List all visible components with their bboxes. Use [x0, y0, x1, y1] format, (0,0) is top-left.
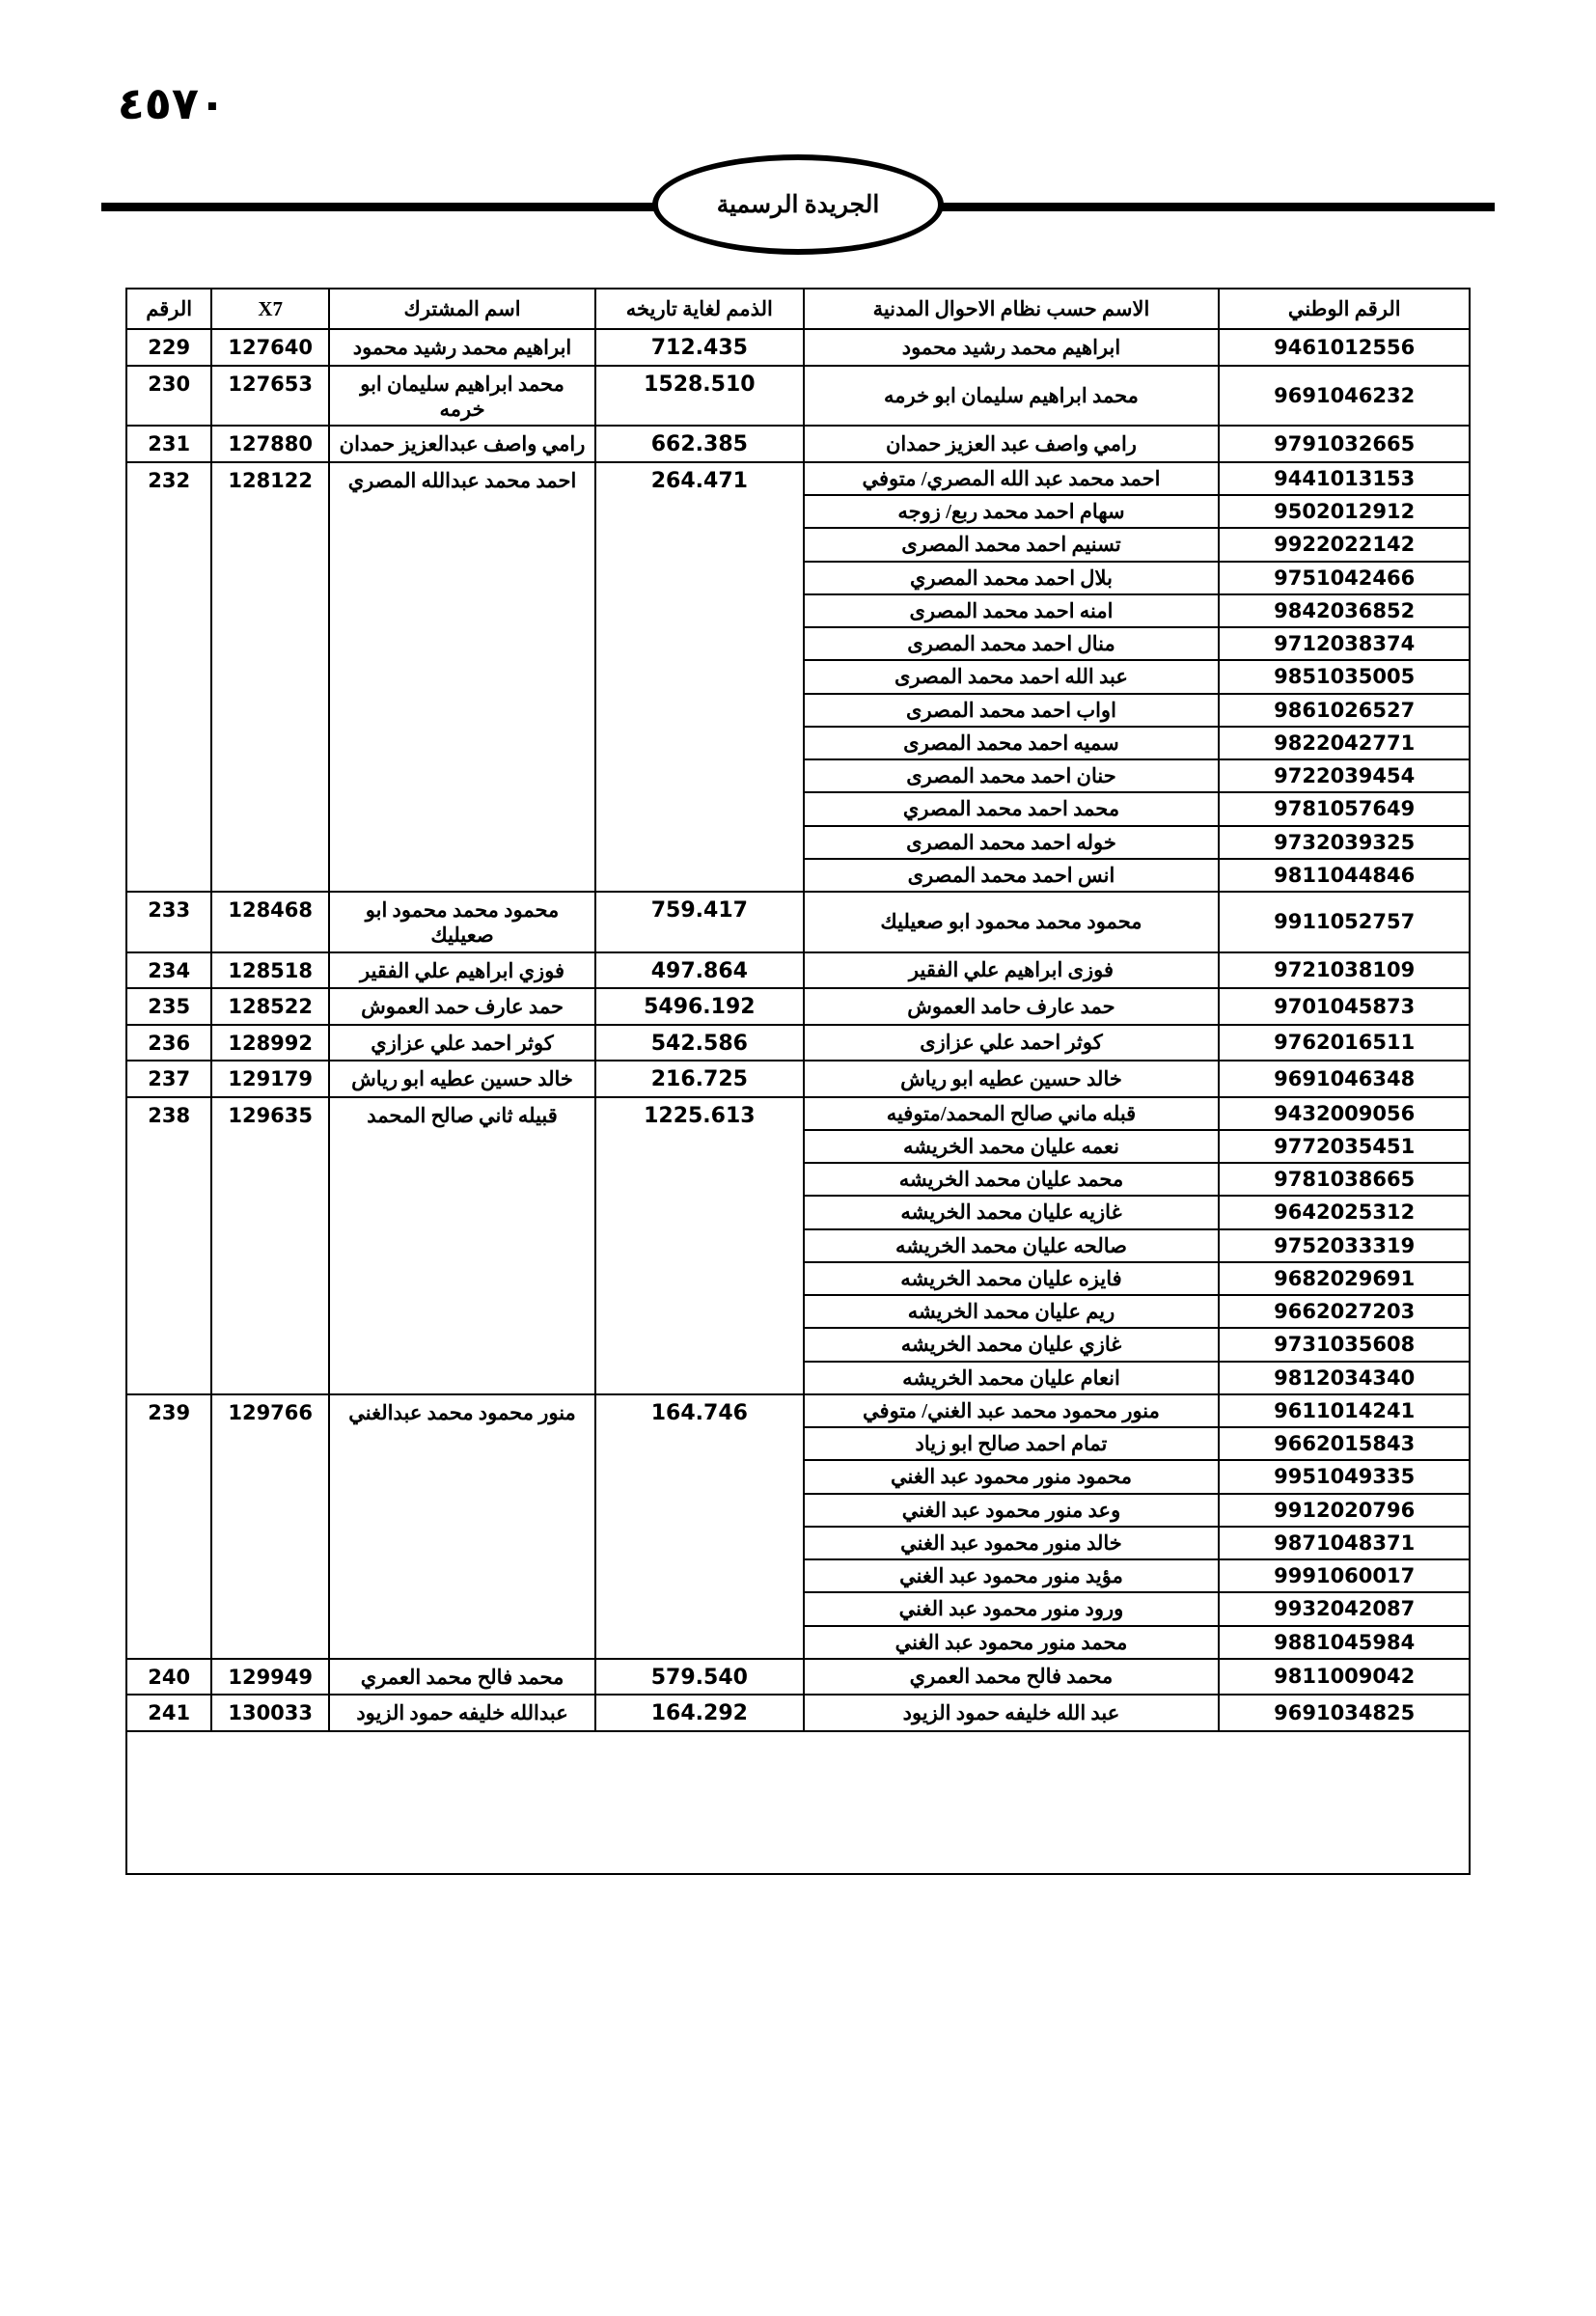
- cell-national-id: 9691046232: [1219, 366, 1470, 427]
- cell-national-id: 9642025312: [1219, 1196, 1470, 1228]
- cell-amount: 164.292: [595, 1695, 803, 1731]
- table-row: [126, 1394, 1470, 1427]
- table-header-row: [126, 289, 1470, 329]
- cell-name-civil: سهام احمد محمد ربع/ زوجه: [804, 495, 1220, 528]
- cell-name-civil: قبله ماني صالح المحمد/متوفيه: [804, 1097, 1220, 1130]
- masthead-title: الجريدة الرسمية: [716, 192, 880, 218]
- cell-national-id: 9912020796: [1219, 1494, 1470, 1527]
- cell-name-civil: فوزى ابراهيم علي الفقير: [804, 952, 1220, 989]
- table-row: [126, 426, 1470, 462]
- table-head: [126, 289, 1470, 329]
- cell-national-id: 9662015843: [1219, 1427, 1470, 1460]
- cell-name-civil: عبد الله احمد محمد المصرى: [804, 660, 1220, 693]
- table-row: [126, 1659, 1470, 1696]
- col-national-id: الرقم الوطني: [1219, 289, 1470, 329]
- cell-no: 233: [126, 892, 211, 952]
- cell-amount: 542.586: [595, 1025, 803, 1062]
- cell-name-civil: محمد منور محمود عبد الغني: [804, 1626, 1220, 1659]
- col-amount: الذمم لغاية تاريخه: [595, 289, 803, 329]
- cell-name-civil: منال احمد محمد المصرى: [804, 627, 1220, 660]
- cell-name-civil: رامي واصف عبد العزيز حمدان: [804, 426, 1220, 462]
- cell-name-civil: وعد منور محمود عبد الغني: [804, 1494, 1220, 1527]
- cell-x7: 129766: [211, 1394, 329, 1659]
- cell-amount: 164.746: [595, 1394, 803, 1659]
- cell-name-civil: محمد احمد محمد المصري: [804, 792, 1220, 825]
- col-name-civil: الاسم حسب نظام الاحوال المدنية: [804, 289, 1220, 329]
- cell-national-id: 9751042466: [1219, 562, 1470, 594]
- cell-name-civil: منور محمود محمد عبد الغني/ متوفي: [804, 1394, 1220, 1427]
- table-tail-row: [126, 1731, 1470, 1874]
- cell-name-civil: سميه احمد محمد المصرى: [804, 727, 1220, 759]
- cell-no: 236: [126, 1025, 211, 1062]
- cell-x7: 128518: [211, 952, 329, 989]
- cell-name-civil: خالد منور محمود عبد الغني: [804, 1527, 1220, 1559]
- cell-name-civil: انعام عليان محمد الخريشه: [804, 1362, 1220, 1394]
- cell-subscriber: كوثر احمد علي عزازي: [329, 1025, 595, 1062]
- cell-national-id: 9911052757: [1219, 892, 1470, 952]
- cell-national-id: 9781038665: [1219, 1163, 1470, 1196]
- cell-national-id: 9772035451: [1219, 1130, 1470, 1163]
- cell-national-id: 9441013153: [1219, 462, 1470, 495]
- debtors-table: [125, 288, 1471, 1875]
- cell-amount: 1225.613: [595, 1097, 803, 1394]
- cell-national-id: 9732039325: [1219, 826, 1470, 859]
- cell-x7: 128992: [211, 1025, 329, 1062]
- table-tail-cell: [126, 1731, 1470, 1874]
- cell-no: 241: [126, 1695, 211, 1731]
- cell-name-civil: كوثر احمد علي عزازى: [804, 1025, 1220, 1062]
- cell-name-civil: خالد حسين عطيه ابو رياش: [804, 1061, 1220, 1097]
- cell-amount: 579.540: [595, 1659, 803, 1696]
- cell-name-civil: محمد ابراهيم سليمان ابو خرمه: [804, 366, 1220, 427]
- debtors-table-wrapper: [125, 288, 1471, 1875]
- cell-name-civil: تمام احمد صالح ابو زياد: [804, 1427, 1220, 1460]
- cell-name-civil: محمد فالح محمد العمري: [804, 1659, 1220, 1696]
- cell-name-civil: اواب احمد محمد المصرى: [804, 694, 1220, 727]
- cell-national-id: 9682029691: [1219, 1262, 1470, 1295]
- cell-national-id: 9611014241: [1219, 1394, 1470, 1427]
- cell-no: 230: [126, 366, 211, 427]
- cell-amount: 216.725: [595, 1061, 803, 1097]
- cell-no: 235: [126, 988, 211, 1025]
- masthead-oval: [652, 154, 944, 255]
- cell-amount: 662.385: [595, 426, 803, 462]
- cell-amount: 712.435: [595, 329, 803, 366]
- table-body: [126, 329, 1470, 1874]
- cell-amount: 5496.192: [595, 988, 803, 1025]
- cell-national-id: 9932042087: [1219, 1592, 1470, 1625]
- col-subscriber: اسم المشترك: [329, 289, 595, 329]
- table-row: [126, 1695, 1470, 1731]
- cell-subscriber: خالد حسين عطيه ابو رياش: [329, 1061, 595, 1097]
- cell-national-id: 9842036852: [1219, 594, 1470, 627]
- cell-x7: 128122: [211, 462, 329, 892]
- table-row: [126, 892, 1470, 952]
- cell-name-civil: ابراهيم محمد رشيد محمود: [804, 329, 1220, 366]
- cell-name-civil: محمود محمد محمود ابو صعيليك: [804, 892, 1220, 952]
- cell-name-civil: غازي عليان محمد الخريشه: [804, 1328, 1220, 1361]
- cell-subscriber: عبدالله خليفه حمود الزيود: [329, 1695, 595, 1731]
- cell-national-id: 9812034340: [1219, 1362, 1470, 1394]
- cell-amount: 497.864: [595, 952, 803, 989]
- cell-x7: 129179: [211, 1061, 329, 1097]
- cell-name-civil: ورود منور محمود عبد الغني: [804, 1592, 1220, 1625]
- table-row: [126, 1061, 1470, 1097]
- cell-name-civil: خوله احمد محمد المصرى: [804, 826, 1220, 859]
- cell-name-civil: انس احمد محمد المصرى: [804, 859, 1220, 892]
- cell-no: 239: [126, 1394, 211, 1659]
- cell-name-civil: احمد محمد عبد الله المصري/ متوفي: [804, 462, 1220, 495]
- cell-x7: 129949: [211, 1659, 329, 1696]
- cell-national-id: 9752033319: [1219, 1229, 1470, 1262]
- cell-name-civil: مؤيد منور محمود عبد الغني: [804, 1559, 1220, 1592]
- cell-national-id: 9691034825: [1219, 1695, 1470, 1731]
- cell-subscriber: احمد محمد عبدالله المصري: [329, 462, 595, 892]
- cell-name-civil: محمود منور محمود عبد الغني: [804, 1460, 1220, 1493]
- cell-national-id: 9791032665: [1219, 426, 1470, 462]
- cell-subscriber: قبيله ثاني صالح المحمد: [329, 1097, 595, 1394]
- cell-national-id: 9662027203: [1219, 1295, 1470, 1328]
- cell-national-id: 9762016511: [1219, 1025, 1470, 1062]
- cell-national-id: 9861026527: [1219, 694, 1470, 727]
- cell-national-id: 9811009042: [1219, 1659, 1470, 1696]
- cell-x7: 128468: [211, 892, 329, 952]
- cell-no: 234: [126, 952, 211, 989]
- cell-national-id: 9851035005: [1219, 660, 1470, 693]
- table-row: [126, 329, 1470, 366]
- cell-national-id: 9811044846: [1219, 859, 1470, 892]
- cell-amount: 264.471: [595, 462, 803, 892]
- cell-name-civil: بلال احمد محمد المصري: [804, 562, 1220, 594]
- cell-subscriber: محمد فالح محمد العمري: [329, 1659, 595, 1696]
- cell-national-id: 9822042771: [1219, 727, 1470, 759]
- cell-national-id: 9721038109: [1219, 952, 1470, 989]
- table-row: [126, 952, 1470, 989]
- cell-name-civil: عبد الله خليفه حمود الزيود: [804, 1695, 1220, 1731]
- cell-subscriber: منور محمود محمد عبدالغني: [329, 1394, 595, 1659]
- cell-national-id: 9502012912: [1219, 495, 1470, 528]
- cell-x7: 127653: [211, 366, 329, 427]
- col-no: الرقم: [126, 289, 211, 329]
- cell-name-civil: حمد عارف حامد العموش: [804, 988, 1220, 1025]
- cell-national-id: 9701045873: [1219, 988, 1470, 1025]
- cell-x7: 130033: [211, 1695, 329, 1731]
- cell-subscriber: محمد ابراهيم سليمان ابو خرمه: [329, 366, 595, 427]
- cell-subscriber: ابراهيم محمد رشيد محمود: [329, 329, 595, 366]
- cell-no: 229: [126, 329, 211, 366]
- cell-national-id: 9722039454: [1219, 759, 1470, 792]
- cell-national-id: 9461012556: [1219, 329, 1470, 366]
- table-row: [126, 988, 1470, 1025]
- cell-name-civil: محمد عليان محمد الخريشه: [804, 1163, 1220, 1196]
- cell-national-id: 9712038374: [1219, 627, 1470, 660]
- cell-national-id: 9922022142: [1219, 528, 1470, 561]
- cell-amount: 1528.510: [595, 366, 803, 427]
- col-x7: X7: [211, 289, 329, 329]
- cell-name-civil: تسنيم احمد محمد المصرى: [804, 528, 1220, 561]
- cell-no: 238: [126, 1097, 211, 1394]
- cell-no: 237: [126, 1061, 211, 1097]
- cell-name-civil: فايزه عليان محمد الخريشه: [804, 1262, 1220, 1295]
- cell-subscriber: محمود محمد محمود ابو صعيليك: [329, 892, 595, 952]
- cell-national-id: 9781057649: [1219, 792, 1470, 825]
- cell-national-id: 9871048371: [1219, 1527, 1470, 1559]
- cell-subscriber: حمد عارف حمد العموش: [329, 988, 595, 1025]
- cell-national-id: 9731035608: [1219, 1328, 1470, 1361]
- cell-x7: 128522: [211, 988, 329, 1025]
- cell-name-civil: امنه احمد محمد المصرى: [804, 594, 1220, 627]
- table-row: [126, 1097, 1470, 1130]
- table-row: [126, 462, 1470, 495]
- cell-name-civil: ريم عليان محمد الخريشه: [804, 1295, 1220, 1328]
- cell-name-civil: غازيه عليان محمد الخريشه: [804, 1196, 1220, 1228]
- cell-name-civil: نعمه عليان محمد الخريشه: [804, 1130, 1220, 1163]
- cell-x7: 127880: [211, 426, 329, 462]
- cell-national-id: 9691046348: [1219, 1061, 1470, 1097]
- cell-name-civil: صالحه عليان محمد الخريشه: [804, 1229, 1220, 1262]
- cell-no: 240: [126, 1659, 211, 1696]
- cell-national-id: 9951049335: [1219, 1460, 1470, 1493]
- cell-no: 231: [126, 426, 211, 462]
- cell-national-id: 9432009056: [1219, 1097, 1470, 1130]
- page-number: ٤٥٧٠: [117, 77, 226, 129]
- cell-x7: 129635: [211, 1097, 329, 1394]
- table-row: [126, 1025, 1470, 1062]
- cell-national-id: 9881045984: [1219, 1626, 1470, 1659]
- cell-national-id: 9991060017: [1219, 1559, 1470, 1592]
- cell-no: 232: [126, 462, 211, 892]
- table-row: [126, 366, 1470, 427]
- cell-subscriber: رامي واصف عبدالعزيز حمدان: [329, 426, 595, 462]
- cell-x7: 127640: [211, 329, 329, 366]
- cell-name-civil: حنان احمد محمد المصرى: [804, 759, 1220, 792]
- cell-subscriber: فوزي ابراهيم علي الفقير: [329, 952, 595, 989]
- cell-amount: 759.417: [595, 892, 803, 952]
